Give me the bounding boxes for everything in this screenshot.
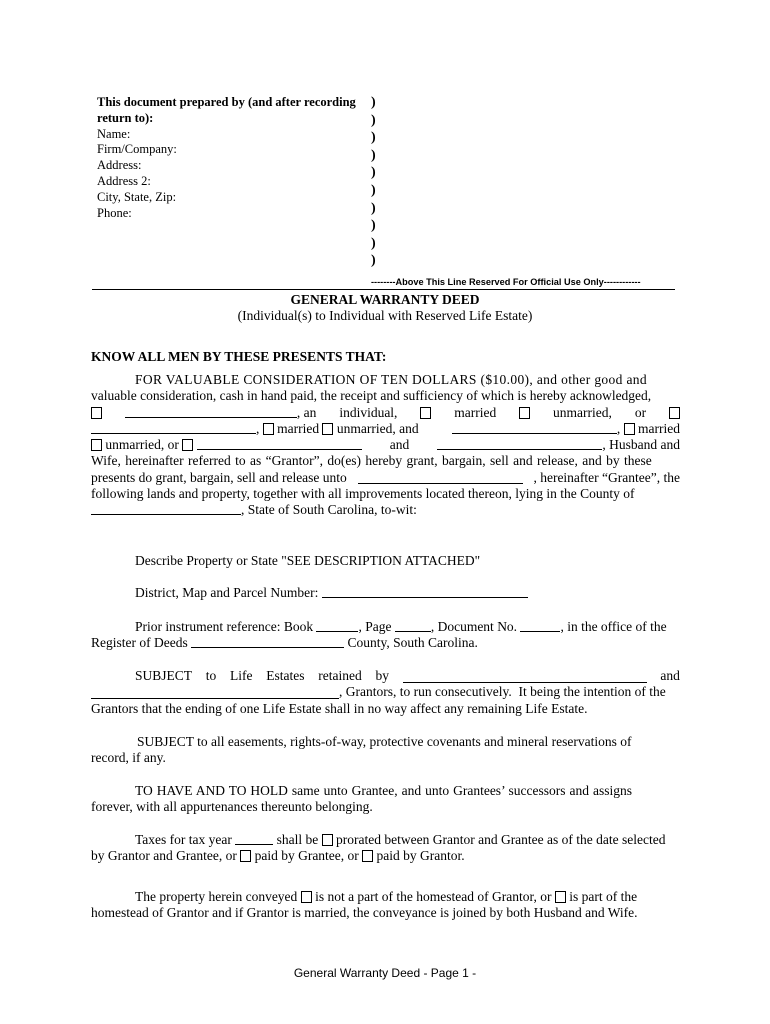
checkbox[interactable]: [555, 891, 566, 903]
page-subtitle: (Individual(s) to Individual with Reserved Life Estate): [237, 308, 533, 323]
checkbox[interactable]: [322, 423, 333, 435]
checkbox[interactable]: [182, 439, 193, 451]
subject-life-estate-paragraph: [91, 668, 680, 717]
text: , Page: [358, 619, 392, 634]
text: married: [277, 420, 320, 436]
life-estate-holder-field[interactable]: [91, 686, 339, 699]
page-field[interactable]: [395, 619, 431, 632]
preparer-block: [97, 95, 356, 221]
firm-label: Firm/Company:: [97, 142, 177, 157]
text: , Husband and: [602, 437, 680, 453]
grantor-type-line2: , married unmarried, and , married: [91, 421, 680, 437]
grantor-name-field[interactable]: [452, 421, 617, 434]
paren-column: [371, 94, 376, 270]
city-state-zip-label: City, State, Zip:: [97, 189, 177, 204]
text: is part of the: [569, 889, 638, 904]
paren: ): [371, 182, 376, 198]
describe-property: Describe Property or State "SEE DESCRIPTION ATTACHED": [135, 553, 481, 568]
text: , an: [296, 404, 317, 420]
subject-easements-paragraph: [91, 734, 680, 767]
text: by Grantor and Grantee, or: [91, 848, 237, 864]
paren: ): [371, 112, 376, 128]
text: by: [375, 668, 389, 683]
text: unmarried, or: [105, 437, 179, 453]
grantor-name-field[interactable]: [437, 437, 602, 450]
text: , in the office of the: [560, 619, 667, 634]
text: forever, with all appurtenances thereunto belonging.: [91, 799, 373, 815]
grantee-name-field[interactable]: [358, 471, 523, 484]
paren: ): [371, 218, 376, 234]
text: presents do grant, bargain, sell and release unto: [91, 469, 347, 485]
consideration-line1: FOR VALUABLE CONSIDERATION OF TEN DOLLARS ($10.00), and other good and: [135, 372, 647, 387]
text: Life: [230, 668, 253, 683]
tax-year-field[interactable]: [235, 832, 273, 845]
text: County, South Carolina.: [347, 635, 478, 651]
paren: ): [371, 200, 376, 216]
page-footer: General Warranty Deed - Page 1 -: [293, 966, 477, 980]
parcel-number-field[interactable]: [322, 585, 528, 598]
text: Estates: [266, 668, 305, 683]
paren: ): [371, 235, 376, 251]
checkbox[interactable]: [263, 423, 274, 435]
text: is not a part of the homestead of Grantor, or: [315, 889, 552, 904]
grantor-name-field[interactable]: [197, 437, 362, 450]
text: The property herein conveyed: [135, 889, 298, 904]
checkbox[interactable]: [240, 850, 251, 862]
text: Prior instrument reference: Book: [135, 619, 314, 634]
phone-label: Phone:: [97, 205, 132, 220]
register-county-field[interactable]: [191, 635, 344, 648]
text: married: [454, 404, 497, 420]
text: SUBJECT to all easements, rights-of-way, protective covenants and mineral reservations of: [137, 734, 632, 749]
official-use-line: --------Above This Line Reserved For Official Use Only------------: [371, 277, 641, 287]
consideration-line7: following lands and property, together with all improvements located thereon, lying in the County of: [91, 486, 635, 502]
text: unmarried,: [553, 404, 612, 420]
paren: ): [371, 253, 376, 269]
text: , Grantors, to run consecutively. It being the intention of the: [339, 684, 666, 700]
name-label: Name:: [97, 126, 131, 141]
paren: ): [371, 130, 376, 146]
checkbox[interactable]: [91, 407, 102, 419]
district-line: [91, 585, 680, 601]
life-estate-holder-field[interactable]: [403, 670, 647, 683]
prior-instrument-paragraph: [91, 619, 680, 652]
text: paid by Grantee, or: [254, 848, 359, 864]
text: District, Map and Parcel Number:: [135, 585, 319, 600]
text: and: [389, 437, 410, 453]
grantee-line: [91, 470, 680, 486]
checkbox[interactable]: [519, 407, 530, 419]
text: SUBJECT: [135, 668, 193, 683]
checkbox[interactable]: [301, 891, 312, 903]
checkbox[interactable]: [669, 407, 680, 419]
document-number-field[interactable]: [520, 619, 560, 632]
paren: ): [371, 165, 376, 181]
checkbox[interactable]: [624, 423, 635, 435]
text: , hereinafter “Grantee”, the: [533, 469, 680, 485]
grantor-type-line1: [91, 405, 680, 421]
checkbox[interactable]: [91, 439, 102, 451]
text: unmarried, and: [336, 420, 419, 436]
grantor-type-line3: [91, 437, 680, 453]
county-field[interactable]: [91, 502, 241, 515]
text: homestead of Grantor and if Grantor is married, the conveyance is joined by both Husband and Wife.: [91, 905, 638, 921]
text: Grantors that the ending of one Life Estate shall in no way affect any remaining Life Estate.: [91, 700, 588, 716]
text: retained: [318, 668, 362, 683]
address-label: Address:: [97, 158, 142, 173]
prepared-by-label: This document prepared by (and after recording: [97, 95, 356, 109]
text: Taxes for tax year: [135, 832, 232, 847]
consideration-line2: valuable consideration, cash in hand paid, the receipt and sufficiency of which is hereby acknowledged,: [91, 388, 652, 404]
book-field[interactable]: [316, 619, 358, 632]
text: , Document No.: [430, 619, 518, 634]
text: prorated between Grantor and Grantee as of the date selected: [336, 832, 666, 847]
text: TO HAVE AND TO HOLD same unto Grantee, and unto Grantees’ successors and assigns: [135, 783, 632, 798]
paren: ): [371, 95, 376, 110]
divider: [92, 289, 675, 290]
consideration-line8: , State of South Carolina, to-wit:: [241, 502, 417, 518]
paren: ): [371, 147, 376, 163]
grantor-name-field[interactable]: [91, 421, 256, 434]
return-to-label: return to):: [97, 110, 154, 125]
text: individual,: [339, 404, 398, 420]
checkbox[interactable]: [362, 850, 373, 862]
address2-label: Address 2:: [97, 173, 151, 188]
text: to: [205, 668, 217, 683]
grantor-name-field[interactable]: [125, 405, 297, 418]
text: record, if any.: [91, 750, 166, 766]
text: Register of Deeds: [91, 635, 188, 651]
checkbox[interactable]: [322, 834, 333, 846]
text: shall be: [276, 832, 319, 847]
text: married: [638, 420, 680, 436]
consideration-line5: Wife, hereinafter referred to as “Grantor”, do(es) hereby grant, bargain, sell and release, and by these: [91, 453, 652, 469]
taxes-paragraph: [91, 832, 680, 865]
page-title: GENERAL WARRANTY DEED: [290, 292, 480, 307]
consideration-paragraph: [91, 372, 680, 519]
text: or: [634, 404, 647, 420]
checkbox[interactable]: [420, 407, 431, 419]
text: and: [660, 668, 680, 683]
homestead-paragraph: [91, 889, 680, 922]
know-all-heading: KNOW ALL MEN BY THESE PRESENTS THAT:: [91, 349, 387, 364]
habendum-paragraph: [91, 783, 680, 816]
text: paid by Grantor.: [376, 848, 465, 864]
